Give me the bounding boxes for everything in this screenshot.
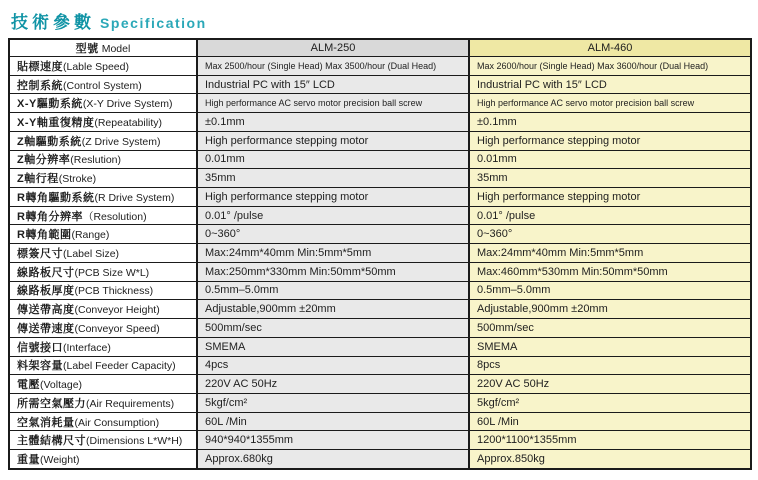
spec-label-en: (Lable Speed) (63, 60, 129, 73)
spec-label-en: (Conveyor Height) (74, 304, 160, 317)
table-row (9, 113, 751, 132)
page-title (11, 8, 207, 33)
spec-label-en: (PCB Size W*L) (74, 266, 150, 279)
spec-label-cell (9, 206, 197, 225)
table-row (9, 131, 751, 150)
alm250-value-cell: Industrial PC with 15″ LCD (197, 75, 469, 94)
alm460-value-cell: Approx.850kg (469, 450, 751, 469)
header-alm460: ALM-460 (469, 39, 751, 57)
spec-label-cell (9, 356, 197, 375)
spec-label-en: (PCB Thickness) (74, 285, 154, 298)
alm250-value-cell: 4pcs (197, 356, 469, 375)
spec-label-zh: 貼標速度 (17, 60, 63, 73)
spec-label-en: (Stroke) (58, 173, 97, 186)
table-row (9, 262, 751, 281)
spec-label-en: (Air Consumption) (74, 416, 160, 429)
spec-label-cell (9, 57, 197, 76)
header-model-en: Model (101, 43, 131, 55)
alm250-value-cell: Max:24mm*40mm Min:5mm*5mm (197, 244, 469, 263)
spec-label-zh: X-Y軸重復精度 (17, 117, 95, 130)
table-row (9, 300, 751, 319)
spec-label-cell (9, 300, 197, 319)
spec-label-zh: 料架容量 (17, 360, 63, 373)
spec-label-zh: 主體結構尺寸 (17, 435, 86, 448)
table-row (9, 375, 751, 394)
table-row (9, 393, 751, 412)
spec-label-zh: 信號接口 (17, 341, 63, 354)
alm250-value-cell: Adjustable,900mm ±20mm (197, 300, 469, 319)
spec-label-en: (R Drive System) (94, 191, 175, 204)
table-row (9, 57, 751, 76)
spec-label-cell (9, 225, 197, 244)
spec-label-zh: 線路板尺寸 (17, 266, 75, 279)
spec-label-en: (Dimensions L*W*H) (86, 435, 183, 448)
spec-label-cell (9, 150, 197, 169)
spec-label-cell (9, 262, 197, 281)
spec-label-zh: 所需空氣壓力 (17, 397, 86, 410)
alm460-value-cell: Industrial PC with 15″ LCD (469, 75, 751, 94)
table-row (9, 188, 751, 207)
spec-label-cell (9, 188, 197, 207)
alm460-value-cell: Max:24mm*40mm Min:5mm*5mm (469, 244, 751, 263)
spec-label-en: (Repeatability) (94, 117, 163, 130)
spec-label-en: （Resolution) (82, 210, 147, 223)
table-row (9, 75, 751, 94)
spec-label-en: (Interface) (63, 341, 111, 354)
alm250-value-cell: 0.01° /pulse (197, 206, 469, 225)
page-title-en: Specification (100, 15, 207, 31)
alm250-value-cell: Max:250mm*330mm Min:50mm*50mm (197, 262, 469, 281)
alm460-value-cell: 0.01° /pulse (469, 206, 751, 225)
spec-label-zh: 傳送帶速度 (17, 322, 75, 335)
alm250-value-cell: High performance AC servo motor precision ball screw (197, 94, 469, 113)
alm460-value-cell: High performance stepping motor (469, 131, 751, 150)
spec-label-zh: Z軸分辨率 (17, 154, 71, 167)
spec-label-cell (9, 244, 197, 263)
spec-label-cell (9, 94, 197, 113)
alm250-value-cell: 60L /Min (197, 412, 469, 431)
table-row (9, 412, 751, 431)
spec-label-en: (Weight) (40, 454, 80, 467)
specification-table (8, 38, 752, 470)
table-row (9, 281, 751, 300)
spec-label-en: (Conveyor Speed) (74, 322, 160, 335)
spec-label-cell (9, 431, 197, 450)
spec-label-cell (9, 131, 197, 150)
alm460-value-cell: ±0.1mm (469, 113, 751, 132)
header-model (9, 39, 197, 57)
table-row (9, 319, 751, 338)
table-row (9, 94, 751, 113)
alm460-value-cell: 1200*1100*1355mm (469, 431, 751, 450)
spec-label-cell (9, 450, 197, 469)
spec-label-en: (Voltage) (40, 379, 83, 392)
alm250-value-cell: 5kgf/cm² (197, 393, 469, 412)
spec-label-en: (Air Requirements) (86, 397, 175, 410)
alm250-value-cell: Approx.680kg (197, 450, 469, 469)
alm250-value-cell: 0.01mm (197, 150, 469, 169)
spec-label-en: (X-Y Drive System) (82, 98, 173, 111)
alm250-value-cell: 0~360° (197, 225, 469, 244)
alm460-value-cell: 35mm (469, 169, 751, 188)
spec-label-cell (9, 375, 197, 394)
alm460-value-cell: High performance AC servo motor precision ball screw (469, 94, 751, 113)
table-row (9, 356, 751, 375)
alm460-value-cell: 60L /Min (469, 412, 751, 431)
alm250-value-cell: 500mm/sec (197, 319, 469, 338)
alm250-value-cell: High performance stepping motor (197, 188, 469, 207)
spec-label-zh: R轉角分辨率 (17, 210, 83, 223)
alm460-value-cell: Adjustable,900mm ±20mm (469, 300, 751, 319)
page-title-zh: 技術參數 (11, 13, 95, 32)
table-row (9, 337, 751, 356)
table-row (9, 169, 751, 188)
spec-label-en: (Label Feeder Capacity) (63, 360, 176, 373)
alm460-value-cell: High performance stepping motor (469, 188, 751, 207)
spec-label-zh: X-Y驅動系統 (17, 98, 83, 111)
table-row (9, 150, 751, 169)
table-header-row (9, 39, 751, 57)
spec-label-en: (Z Drive System) (81, 135, 161, 148)
spec-label-zh: 空氣消耗量 (17, 416, 75, 429)
alm250-value-cell: Max 2500/hour (Single Head) Max 3500/hour (Dual Head) (197, 57, 469, 76)
alm460-value-cell: 500mm/sec (469, 319, 751, 338)
alm460-value-cell: Max 2600/hour (Single Head) Max 3600/hour (Dual Head) (469, 57, 751, 76)
spec-label-zh: 標簽尺寸 (17, 248, 63, 261)
alm460-value-cell: 5kgf/cm² (469, 393, 751, 412)
spec-label-zh: Z軸行程 (17, 173, 59, 186)
spec-label-en: (Range) (71, 229, 110, 242)
table-row (9, 450, 751, 469)
spec-label-zh: R轉角驅動系統 (17, 191, 95, 204)
alm460-value-cell: 220V AC 50Hz (469, 375, 751, 394)
spec-label-cell (9, 75, 197, 94)
alm250-value-cell: 940*940*1355mm (197, 431, 469, 450)
alm250-value-cell: High performance stepping motor (197, 131, 469, 150)
spec-label-cell (9, 337, 197, 356)
spec-label-cell (9, 281, 197, 300)
spec-label-en: (Control System) (63, 79, 142, 92)
table-row (9, 431, 751, 450)
spec-label-zh: 電壓 (17, 379, 40, 392)
spec-label-cell (9, 113, 197, 132)
spec-label-zh: R轉角範圍 (17, 229, 72, 242)
alm460-value-cell: 0.01mm (469, 150, 751, 169)
alm250-value-cell: 35mm (197, 169, 469, 188)
alm460-value-cell: Max:460mm*530mm Min:50mm*50mm (469, 262, 751, 281)
spec-label-zh: 線路板厚度 (17, 285, 75, 298)
table-row (9, 244, 751, 263)
table-row (9, 206, 751, 225)
header-alm250: ALM-250 (197, 39, 469, 57)
spec-label-zh: 重量 (17, 454, 40, 467)
alm460-value-cell: 0~360° (469, 225, 751, 244)
alm250-value-cell: 220V AC 50Hz (197, 375, 469, 394)
spec-label-zh: 控制系統 (17, 79, 63, 92)
spec-label-en: (Reslution) (70, 154, 122, 167)
alm250-value-cell: SMEMA (197, 337, 469, 356)
table-row (9, 225, 751, 244)
spec-label-cell (9, 319, 197, 338)
spec-label-zh: 傳送帶高度 (17, 304, 75, 317)
alm250-value-cell: 0.5mm–5.0mm (197, 281, 469, 300)
spec-label-cell (9, 169, 197, 188)
alm460-value-cell: 8pcs (469, 356, 751, 375)
spec-label-cell (9, 412, 197, 431)
spec-label-cell (9, 393, 197, 412)
header-model-zh: 型號 (75, 43, 99, 55)
alm460-value-cell: SMEMA (469, 337, 751, 356)
alm250-value-cell: ±0.1mm (197, 113, 469, 132)
spec-label-en: (Label Size) (63, 248, 120, 261)
spec-label-zh: Z軸驅動系統 (17, 135, 82, 148)
alm460-value-cell: 0.5mm–5.0mm (469, 281, 751, 300)
